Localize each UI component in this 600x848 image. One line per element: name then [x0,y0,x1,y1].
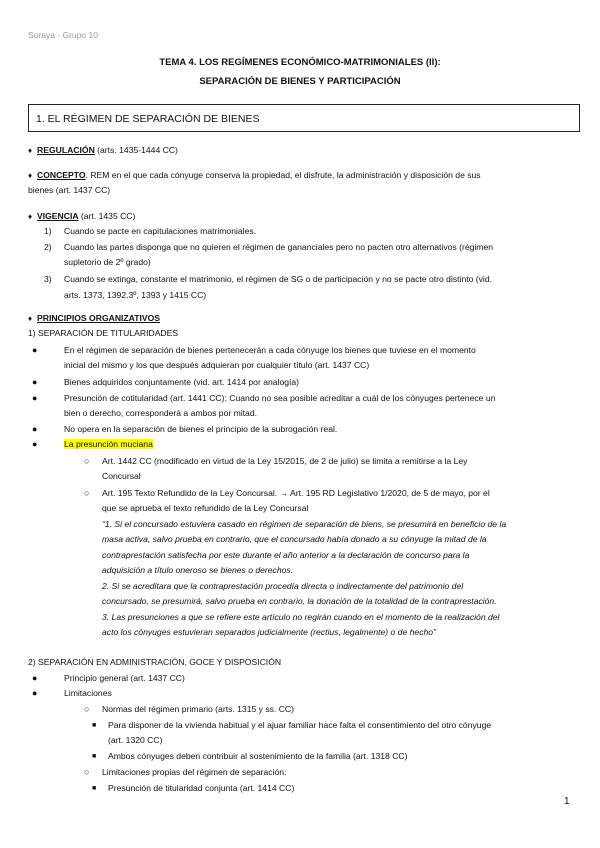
vigencia-label: VIGENCIA [37,211,79,221]
list-item: Principio general (art. 1437 CC) [64,673,185,683]
sub-sub-list-item: Presunción de titularidad conjunta (art. 1414 CC) [108,783,295,793]
diamond-bullet-icon: ♦ [28,212,33,221]
vigencia-item-text: Cuando las partes disponga que no quieren el régimen de gananciales pero no pacten otro alternativos (régimen [64,242,494,252]
square-bullet-icon: ■ [92,722,97,729]
quote-line: masa activa, salvo prueba en contrario, que el concursado había donado a su cónyuge la mitad de la [102,534,487,544]
regulacion-paragraph [28,143,580,158]
concepto-paragraph [28,168,580,183]
page-number: 1 [564,796,570,807]
bullet-icon: ● [32,424,38,434]
sub-sub-list-item: Para disponer de la vivienda habitual y el ajuar familiar hace falta el consentimiento del otro cónyuge [108,720,492,730]
page-title-line-2: SEPARACIÓN DE BIENES Y PARTICIPACIÓN [199,76,401,87]
vigencia-item-number: 2) [44,242,52,252]
list-item: inicial del mismo y los que después adquieran por cualquier título (art. 1437 CC) [64,360,370,370]
vigencia-item-text: Cuando se pacte en capitulaciones matrimoniales. [64,226,257,236]
sub-list-item: Limitaciones propias del régimen de separación: [102,767,287,777]
hollow-bullet-icon: ○ [84,704,90,714]
vigencia-item-number: 1) [44,226,52,236]
list-item: Presunción de cotitularidad (art. 1441 CC): Cuando no sea posible acreditar a cuál de los cónyuges pertenece un [64,393,496,403]
sub-sub-list-item: (art. 1320 CC) [108,735,163,745]
sub-list-item: Concursal [102,471,141,481]
vigencia-paragraph [28,209,580,224]
quote-line: contraprestación satisfecha por este durante el año anterior a la declaración de concurso para la [102,550,470,560]
hollow-bullet-icon: ○ [84,488,90,498]
subsection-heading-2: 2) SEPARACIÓN EN ADMINISTRACIÓN, GOCE Y DISPOSICIÓN [28,657,282,667]
quote-line: “1. Si el concursado estuviera casado en régimen de separación de biens, se presumirá en beneficio de la [102,519,507,529]
list-item-highlighted [64,437,580,452]
bullet-icon: ● [32,439,38,449]
hollow-bullet-icon: ○ [84,767,90,777]
subsection-heading-1: 1) SEPARACIÓN DE TITULARIDADES [28,328,179,338]
square-bullet-icon: ■ [92,785,97,792]
regulacion-label: REGULACIÓN [37,145,95,155]
diamond-bullet-icon: ♦ [28,314,33,323]
vigencia-item-number: 3) [44,274,52,284]
quote-line: acto los cónyuges estuvieran separados judicialmente (rectius, legalmente) o de hecho” [102,627,436,637]
diamond-bullet-icon: ♦ [28,146,33,155]
list-item: bien o derecho, corresponderá a ambos por mitad. [64,408,257,418]
quote-line: adquisición a título oneroso se bienes o derechos. [102,565,294,575]
sub-list-item: Art. 195 Texto Refundido de la Ley Concursal. → Art. 195 RD Legislativo 1/2020, de 5 de mayo, por el [102,488,490,498]
diamond-bullet-icon: ♦ [28,171,33,180]
list-item: Limitaciones [64,688,112,698]
sub-sub-list-item: Ambos cónyuges deben contribuir al sostenimiento de la familia (art. 1318 CC) [108,751,408,761]
sub-list-item: Normas del régimen primario (arts. 1315 y ss. CC) [102,704,294,714]
concepto-label: CONCEPTO [37,170,86,180]
bullet-icon: ● [32,393,38,403]
quote-line: 3. Las presunciones a que se refiere este artículo no regirán cuando en el momento de la realización del [102,612,500,622]
bullet-icon: ● [32,673,38,683]
quote-line: concursado, se presumirá, salvo prueba en contrario, la donación de la totalidad de la contraprestación. [102,596,497,606]
muciana-label: La presunción muciana [64,439,153,449]
bullet-icon: ● [32,688,38,698]
header-note: Soraya - Grupo 10 [28,30,98,40]
list-item: En el régimen de separación de bienes pertenecerán a cada cónyuge los bienes que tuviese en el momento [64,345,476,355]
concepto-text-line-1: . REM en el que cada cónyuge conserva la propiedad, el disfrute, la administración y disposición de sus [85,170,481,180]
section-heading: 1. EL RÉGIMEN DE SEPARACIÓN DE BIENES [36,113,260,125]
section-heading-box [28,104,580,132]
square-bullet-icon: ■ [92,753,97,760]
hollow-bullet-icon: ○ [84,456,90,466]
quote-line: 2. Si se acreditara que la contraprestación procedía directa o indirectamente del patrimonio del [102,581,464,591]
bullet-icon: ● [32,377,38,387]
regulacion-text: (arts. 1435-1444 CC) [94,145,178,155]
principios-heading [28,311,580,326]
principios-label: PRINCIPIOS ORGANIZATIVOS [37,313,161,323]
concepto-text-line-2: bienes (art. 1437 CC) [28,185,111,195]
vigencia-item-text: arts. 1373, 1392.3º, 1393 y 1415 CC) [64,290,207,300]
sub-list-item: que se aprueba el texto refundido de la Ley Concursal [102,503,309,513]
sub-list-item: Art. 1442 CC (modificado en virtud de la Ley 15/2015, de 2 de julio) se limita a remitirse a la Ley [102,456,468,466]
list-item: No opera en la separación de bienes el principio de la subrogación real. [64,424,338,434]
list-item: Bienes adquiridos conjuntamente (vid. art. 1414 por analogía) [64,377,300,387]
bullet-icon: ● [32,345,38,355]
vigencia-text: (art. 1435 CC) [78,211,136,221]
page-title-line-1: TEMA 4. LOS REGÍMENES ECONÓMICO-MATRIMONIALES (II): [159,57,441,68]
vigencia-item-text: supletorio de 2º grado) [64,257,151,267]
vigencia-item-text: Cuando se extinga, constante el matrimonio, el régimen de SG o de participación y no se pacte otro distinto (vid. [64,274,493,284]
